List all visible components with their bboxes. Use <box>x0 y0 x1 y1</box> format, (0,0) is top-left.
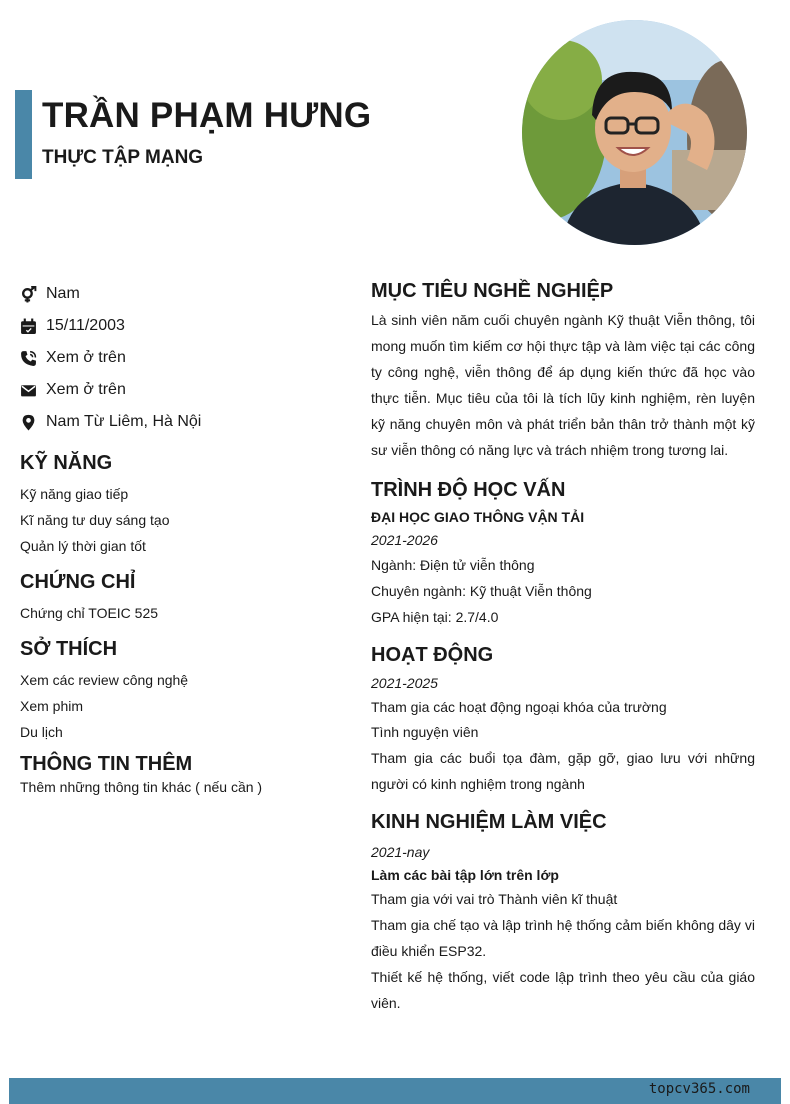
contact-birthday <box>20 310 340 342</box>
education-section <box>371 479 755 630</box>
activities-period: 2021-2025 <box>371 675 438 691</box>
activity-item: Tham gia các buổi tọa đàm, gặp gỡ, giao lưu với những người có kinh nghiệm trong ngành <box>371 750 755 792</box>
activity-item: Tham gia các hoạt động ngoại khóa của trường <box>371 699 667 715</box>
education-line: Ngành: Điện tử viễn thông <box>371 557 535 573</box>
activities-title: HOẠT ĐỘNG <box>371 644 494 666</box>
skill-item: Kĩ năng tư duy sáng tạo <box>20 512 170 528</box>
skills-title: KỸ NĂNG <box>20 452 113 474</box>
extra-info-section <box>20 753 350 798</box>
job-title: THỰC TẬP MẠNG <box>42 147 204 168</box>
calendar-icon <box>20 318 37 335</box>
experience-role: Làm các bài tập lớn trên lớp <box>371 867 559 883</box>
experience-period: 2021-nay <box>371 844 430 860</box>
experience-section <box>371 811 755 1016</box>
contact-gender-text: Nam <box>46 285 80 302</box>
contact-phone-text: Xem ở trên <box>46 349 126 366</box>
gender-icon <box>20 286 37 303</box>
objective-text: Là sinh viên năm cuối chuyên ngành Kỹ thuật Viễn thông, tôi mong muốn tìm kiếm cơ hội thực tập và làm việc tại các công ty công nghệ, viễn thông để áp dụng kiến thức đã học vào thực tiễn. Mục tiêu của tôi là tích lũy kinh nghiệm, rèn luyện kỹ năng chuyên môn và phát triển bản thân trở thành một kỹ sư viễn thông có năng lực và trách nhiệm trong tương lai. <box>371 312 755 458</box>
extra-info-text: Thêm những thông tin khác ( nếu cần ) <box>20 779 263 795</box>
right-column <box>371 280 755 1016</box>
experience-item: Tham gia chế tạo và lập trình hệ thống cảm biến không dây vi điều khiển ESP32. <box>371 917 755 959</box>
header-accent-bar <box>15 90 32 179</box>
contact-email-text: Xem ở trên <box>46 381 126 398</box>
envelope-icon <box>20 382 37 399</box>
education-period: 2021-2026 <box>371 532 438 548</box>
left-column <box>20 452 350 798</box>
certificate-item: Chứng chỉ TOEIC 525 <box>20 605 159 621</box>
contact-info <box>20 278 340 438</box>
contact-address-text: Nam Từ Liêm, Hà Nội <box>46 413 202 430</box>
activity-item: Tình nguyện viên <box>371 724 479 740</box>
education-title: TRÌNH ĐỘ HỌC VẤN <box>371 479 566 501</box>
certificates-section <box>20 571 350 626</box>
contact-birthday-text: 15/11/2003 <box>46 317 125 334</box>
experience-item: Tham gia với vai trò Thành viên kĩ thuật <box>371 891 618 907</box>
education-line: Chuyên ngành: Kỹ thuật Viễn thông <box>371 583 592 599</box>
education-school: ĐẠI HỌC GIAO THÔNG VẬN TẢI <box>371 509 585 525</box>
contact-address <box>20 406 340 438</box>
skills-section <box>20 452 350 559</box>
candidate-name: TRẦN PHẠM HƯNG <box>42 96 372 135</box>
experience-title: KINH NGHIỆM LÀM VIỆC <box>371 811 607 833</box>
extra-info-title: THÔNG TIN THÊM <box>20 753 193 775</box>
avatar <box>522 20 747 245</box>
hobby-item: Xem các review công nghệ <box>20 672 189 688</box>
hobby-item: Du lịch <box>20 724 63 740</box>
activities-section <box>371 644 755 797</box>
experience-item: Thiết kế hệ thống, viết code lập trình theo yêu cầu của giáo viên. <box>371 969 755 1011</box>
contact-email <box>20 374 340 406</box>
certificates-title: CHỨNG CHỈ <box>20 571 136 593</box>
hobbies-title: SỞ THÍCH <box>20 638 118 660</box>
objective-title: MỤC TIÊU NGHỀ NGHIỆP <box>371 280 614 302</box>
footer-site: topcv365.com <box>648 1081 750 1097</box>
education-line: GPA hiện tại: 2.7/4.0 <box>371 609 499 625</box>
phone-icon <box>20 350 37 367</box>
contact-phone <box>20 342 340 374</box>
hobby-item: Xem phim <box>20 698 84 714</box>
contact-gender <box>20 278 340 310</box>
footer-bar <box>9 1078 781 1104</box>
hobbies-section <box>20 638 350 745</box>
skill-item: Kỹ năng giao tiếp <box>20 486 129 502</box>
objective-section <box>371 280 755 463</box>
map-pin-icon <box>20 414 37 431</box>
skill-item: Quản lý thời gian tốt <box>20 538 146 554</box>
